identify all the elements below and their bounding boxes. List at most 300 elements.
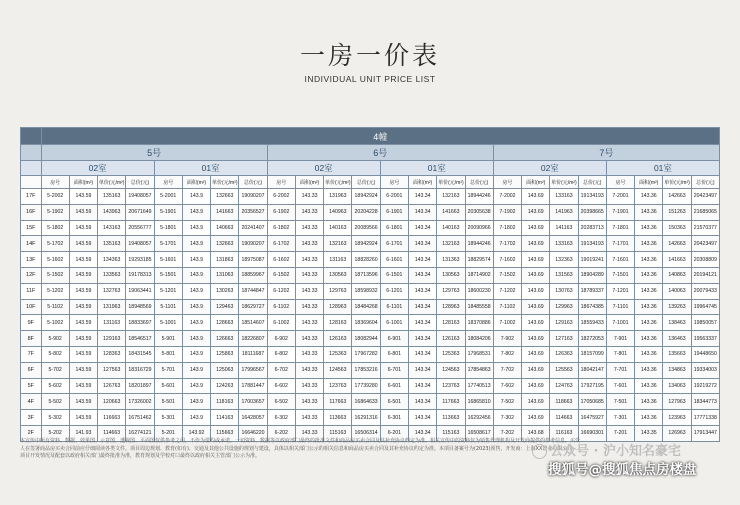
table-cell: 5-1801 [154,220,182,236]
table-cell: 126363 [550,346,578,362]
table-cell: 18833697 [126,315,154,331]
table-cell: 18600230 [465,283,493,299]
table-cell: 143.69 [522,346,550,362]
table-cell: 126663 [211,331,239,347]
table-cell: 18598932 [352,283,380,299]
table-cell: 143.9 [182,394,210,410]
floor-cell: 17F [21,189,42,205]
table-cell: 123963 [663,410,691,426]
floor-cell: 7F [21,346,42,362]
room-header: 02室 [493,161,606,176]
table-row [21,410,720,426]
table-cell: 131363 [437,252,465,268]
watermark-gray-text: 公众号 · 沪小知名豪宅 [550,444,681,459]
table-cell: 143.59 [69,346,97,362]
table-cell: 143.59 [69,299,97,315]
table-cell: 143.9 [182,267,210,283]
table-cell: 126963 [663,425,691,441]
table-cell: 143.33 [295,378,323,394]
table-cell: 143.69 [522,378,550,394]
table-cell: 114663 [550,410,578,426]
column-header: 房号 [41,176,69,189]
table-cell: 17739280 [352,378,380,394]
table-cell: 5-1902 [41,204,69,220]
table-cell: 135163 [98,189,126,205]
table-cell: 143.69 [522,299,550,315]
table-cell: 143.9 [182,220,210,236]
floor-cell: 2F [21,425,42,441]
table-cell: 143.59 [69,189,97,205]
unit-header: 5号 [41,145,267,161]
table-cell: 138463 [663,315,691,331]
table-cell: 143.34 [409,315,437,331]
table-cell: 143.36 [635,331,663,347]
table-cell: 128963 [324,299,352,315]
floor-cell: 4F [21,394,42,410]
table-cell: 143.59 [69,236,97,252]
table-cell: 20241407 [239,220,267,236]
table-cell: 115663 [211,425,239,441]
table-cell: 143.34 [409,425,437,441]
table-cell: 132163 [324,236,352,252]
table-row [21,331,720,347]
floor-cell: 10F [21,299,42,315]
table-cell: 143.9 [182,410,210,426]
table-cell: 143.68 [522,425,550,441]
table-cell: 143.33 [295,394,323,410]
table-cell: 143.33 [295,204,323,220]
table-cell: 120663 [98,394,126,410]
table-cell: 20671649 [126,204,154,220]
table-cell: 18629727 [239,299,267,315]
table-cell: 143.36 [635,236,663,252]
table-cell: 7-902 [493,331,521,347]
table-cell: 7-2001 [606,189,634,205]
table-cell: 5-501 [154,394,182,410]
table-cell: 19448650 [691,346,719,362]
table-cell: 143.34 [409,236,437,252]
table-cell: 125063 [211,362,239,378]
table-cell: 116663 [98,410,126,426]
table-cell: 5-601 [154,378,182,394]
table-cell: 113663 [437,410,465,426]
table-cell: 141163 [550,220,578,236]
table-cell: 7-1201 [606,283,634,299]
table-cell: 7-1602 [493,252,521,268]
floor-cell: 14F [21,236,42,252]
table-cell: 6-1502 [267,267,295,283]
table-cell: 19964745 [691,299,719,315]
table-cell: 134863 [663,362,691,378]
column-header: 总价(元) [126,176,154,189]
table-cell: 143.33 [295,362,323,378]
table-cell: 143.69 [522,283,550,299]
table-row [21,378,720,394]
table-cell: 19019241 [578,252,606,268]
table-row [21,394,720,410]
table-cell: 131963 [98,299,126,315]
table-cell: 5-801 [154,346,182,362]
table-cell: 6-1501 [380,267,408,283]
room-header: 01室 [380,161,493,176]
table-cell: 142663 [663,236,691,252]
table-cell: 143.69 [522,220,550,236]
table-cell: 128163 [437,315,465,331]
table-cell: 18944246 [465,236,493,252]
table-cell: 6-1901 [380,204,408,220]
column-header: 总价(元) [239,176,267,189]
table-cell: 6-2001 [380,189,408,205]
table-cell: 5-1201 [154,283,182,299]
table-cell: 18084206 [465,331,493,347]
table-cell: 131163 [324,252,352,268]
table-cell: 143.9 [182,346,210,362]
table-cell: 123763 [324,378,352,394]
table-cell: 128663 [211,315,239,331]
table-cell: 143.34 [409,378,437,394]
floor-cell: 12F [21,267,42,283]
table-cell: 21570377 [691,220,719,236]
table-cell: 16291316 [352,410,380,426]
table-cell: 143.59 [69,394,97,410]
table-cell: 125363 [324,346,352,362]
table-row [21,236,720,252]
table-cell: 18157099 [578,346,606,362]
table-cell: 5-901 [154,331,182,347]
table-cell: 7-1002 [493,315,521,331]
room-header: 02室 [41,161,154,176]
table-cell: 20423497 [691,189,719,205]
table-row [21,252,720,268]
table-cell: 17881447 [239,378,267,394]
table-cell: 20090966 [465,220,493,236]
table-cell: 124563 [324,362,352,378]
table-cell: 143.69 [522,410,550,426]
table-cell: 18042147 [578,362,606,378]
table-cell: 19850057 [691,315,719,331]
table-cell: 7-1902 [493,204,521,220]
table-cell: 18485558 [465,299,493,315]
column-header: 单价(元/m²) [98,176,126,189]
unit-header: 7号 [493,145,719,161]
table-row [21,220,720,236]
table-cell: 143.9 [182,252,210,268]
table-cell: 17050685 [578,394,606,410]
table-cell: 125363 [437,346,465,362]
page-title: 一房一价表 [299,41,440,70]
table-cell: 7-501 [606,394,634,410]
table-cell: 17853216 [352,362,380,378]
table-cell: 143.69 [522,267,550,283]
table-cell: 20305638 [465,204,493,220]
table-cell: 130563 [324,267,352,283]
table-cell: 126163 [324,331,352,347]
table-cell: 19219272 [691,378,719,394]
table-cell: 140963 [324,204,352,220]
table-cell: 150363 [663,220,691,236]
table-cell: 20398665 [578,204,606,220]
floor-cell: 16F [21,204,42,220]
column-header: 总价(元) [352,176,380,189]
table-cell: 6-702 [267,362,295,378]
table-cell: 20079433 [691,283,719,299]
table-cell: 143.33 [295,425,323,441]
table-cell: 134363 [98,252,126,268]
table-cell: 5-1501 [154,267,182,283]
table-cell: 6-1202 [267,283,295,299]
table-cell: 18431545 [126,346,154,362]
table-cell: 7-1101 [606,299,634,315]
table-row [21,299,720,315]
table-cell: 5-2001 [154,189,182,205]
floor-cell: 9F [21,315,42,331]
table-cell: 143.59 [69,267,97,283]
table-cell: 129763 [437,283,465,299]
table-cell: 124763 [550,378,578,394]
table-cell: 5-902 [41,331,69,347]
table-cell: 17967282 [352,346,380,362]
column-header: 面积(m²) [522,176,550,189]
table-cell: 129763 [324,283,352,299]
table-cell: 6-1101 [380,299,408,315]
table-cell: 129163 [550,315,578,331]
table-cell: 143.34 [409,189,437,205]
table-cell: 5-702 [41,362,69,378]
table-cell: 7-502 [493,394,521,410]
table-cell: 18948569 [126,299,154,315]
table-cell: 143.34 [409,204,437,220]
table-cell: 7-702 [493,362,521,378]
table-cell: 19563337 [691,331,719,347]
table-cell: 135663 [663,346,691,362]
table-cell: 143.34 [409,252,437,268]
room-header: 01室 [606,161,719,176]
table-cell: 6-1002 [267,315,295,331]
table-cell: 151263 [663,204,691,220]
table-cell: 143.33 [295,283,323,299]
table-cell: 143.34 [409,220,437,236]
table-cell: 18514607 [239,315,267,331]
table-cell: 143.34 [409,394,437,410]
table-cell: 6-502 [267,394,295,410]
table-cell: 20356527 [239,204,267,220]
column-header: 房号 [267,176,295,189]
table-cell: 6-302 [267,410,295,426]
table-cell: 7-1001 [606,315,634,331]
page-subtitle: INDIVIDUAL UNIT PRICE LIST [304,74,436,84]
table-cell: 132763 [98,283,126,299]
table-cell: 143.33 [295,410,323,426]
table-cell: 125563 [550,362,578,378]
table-cell: 133163 [550,189,578,205]
table-cell: 18713596 [352,267,380,283]
table-cell: 143163 [98,220,126,236]
table-cell: 130563 [437,267,465,283]
column-header: 单价(元/m²) [550,176,578,189]
table-cell: 6-1001 [380,315,408,331]
table-cell: 129463 [211,299,239,315]
table-cell: 143.59 [69,252,97,268]
table-cell: 5-302 [41,410,69,426]
table-cell: 132663 [211,189,239,205]
table-cell: 143.34 [409,410,437,426]
table-cell: 18369604 [352,315,380,331]
table-cell: 7-1502 [493,267,521,283]
table-cell: 143.69 [522,189,550,205]
disclaimer-footnote: 本宣传中所有资料、数据、效果图、示意图、透视图、平面图仅供参考之用，不作为要约或承诺。一切资料、数据等以政府部门最终的批准文件和商品房买卖合同及其补充协议约定为准。相关宣传中的资料仅为销售代理机构及开发商提供的参考信息，买受人在签署商品房买卖合同前应仔细阅读各类文件。项目周边规划、教育(如有)、交通及其他公共设施的规划与建设，具体以相关部门公示的相关信息和商品房买卖合同及其补充协议约定为准。本项目备案号为(2023)预售，开发商：上海XX置业有限公司，项目开发情况及配套以政府相关部门最终批准为准，教育规划及学校对口最终以政府相关主管部门公示为准。 [20,438,581,459]
table-cell: 17968531 [465,346,493,362]
table-cell: 6-601 [380,378,408,394]
table-cell: 143.36 [635,189,663,205]
table-cell: 134063 [663,378,691,394]
table-cell: 143.9 [182,204,210,220]
table-cell: 17996567 [239,362,267,378]
table-cell: 5-201 [154,425,182,441]
table-cell: 7-202 [493,425,521,441]
column-header: 房号 [493,176,521,189]
table-cell: 128163 [324,315,352,331]
table-cell: 140663 [211,220,239,236]
table-cell: 20204228 [352,204,380,220]
table-cell: 114663 [98,425,126,441]
building-header: 4幢 [41,128,719,145]
table-cell: 5-1702 [41,236,69,252]
column-header: 房号 [606,176,634,189]
table-cell: 7-2002 [493,189,521,205]
table-cell: 118663 [550,394,578,410]
table-cell: 18744847 [239,283,267,299]
table-cell: 132163 [437,189,465,205]
table-cell: 143.33 [295,236,323,252]
table-cell: 7-201 [606,425,634,441]
table-cell: 143.69 [522,362,550,378]
table-cell: 141963 [550,204,578,220]
table-cell: 7-701 [606,362,634,378]
table-cell: 143.33 [295,331,323,347]
table-cell: 5-1202 [41,283,69,299]
column-header: 单价(元/m²) [324,176,352,189]
table-cell: 143.36 [635,362,663,378]
table-cell: 7-1801 [606,220,634,236]
table-cell: 18944246 [465,189,493,205]
table-cell: 143.36 [635,410,663,426]
table-cell: 5-1701 [154,236,182,252]
table-cell: 5-2002 [41,189,69,205]
table-cell: 5-202 [41,425,69,441]
table-cell: 18975087 [239,252,267,268]
table-cell: 16475927 [578,410,606,426]
table-cell: 16506314 [352,425,380,441]
table-cell: 143.69 [522,331,550,347]
table-cell: 19408057 [126,189,154,205]
room-header: 01室 [154,161,267,176]
table-cell: 6-301 [380,410,408,426]
floor-cell: 11F [21,283,42,299]
column-header: 总价(元) [465,176,493,189]
floor-cell: 5F [21,378,42,394]
table-cell: 7-602 [493,378,521,394]
table-cell: 21685065 [691,204,719,220]
table-cell: 131163 [98,315,126,331]
table-cell: 7-1802 [493,220,521,236]
table-cell: 18484268 [352,299,380,315]
table-cell: 7-801 [606,346,634,362]
table-cell: 7-601 [606,378,634,394]
table-cell: 143.9 [182,299,210,315]
table-cell: 141663 [437,204,465,220]
table-cell: 16428057 [239,410,267,426]
table-cell: 140163 [324,220,352,236]
table-cell: 18316729 [126,362,154,378]
table-cell: 143.34 [409,283,437,299]
table-cell: 143.9 [182,236,210,252]
table-cell: 127163 [550,331,578,347]
column-header: 面积(m²) [409,176,437,189]
table-cell: 6-202 [267,425,295,441]
column-header: 单价(元/m²) [437,176,465,189]
table-cell: 16865810 [465,394,493,410]
table-cell: 135163 [98,236,126,252]
table-row [21,189,720,205]
column-header: 单价(元/m²) [663,176,691,189]
table-cell: 127563 [98,362,126,378]
table-cell: 143.69 [522,236,550,252]
table-cell: 133163 [550,236,578,252]
table-cell: 18828260 [352,252,380,268]
table-cell: 129963 [550,299,578,315]
table-cell: 143.69 [522,204,550,220]
table-cell: 115163 [437,425,465,441]
table-cell: 143.69 [522,394,550,410]
table-cell: 143.33 [295,252,323,268]
table-cell: 6-1601 [380,252,408,268]
table-cell: 132163 [437,236,465,252]
table-cell: 143.69 [522,315,550,331]
table-cell: 142663 [663,189,691,205]
table-cell: 143.59 [69,220,97,236]
table-cell: 143.36 [635,378,663,394]
room-header: 02室 [267,161,380,176]
table-cell: 19134193 [578,189,606,205]
table-cell: 5-602 [41,378,69,394]
table-cell: 143.36 [635,283,663,299]
table-cell: 136463 [663,331,691,347]
table-cell: 140163 [437,220,465,236]
table-cell: 143.36 [635,394,663,410]
table-cell: 19408057 [126,236,154,252]
column-header: 面积(m²) [69,176,97,189]
table-cell: 7-1901 [606,204,634,220]
table-cell: 20089566 [352,220,380,236]
table-cell: 19178313 [126,267,154,283]
table-cell: 132363 [550,252,578,268]
table-cell: 20423497 [691,236,719,252]
table-cell: 20308809 [691,252,719,268]
table-cell: 143.34 [409,362,437,378]
watermark-white: 搜狐号@搜狐焦点房楼盘 [548,462,697,478]
table-row [21,204,720,220]
table-cell: 6-1102 [267,299,295,315]
table-cell: 6-1201 [380,283,408,299]
table-cell: 16864633 [352,394,380,410]
table-cell: 143.34 [409,267,437,283]
table-cell: 129163 [98,331,126,347]
table-cell: 118163 [211,394,239,410]
table-cell: 6-801 [380,346,408,362]
table-cell: 18789337 [578,283,606,299]
table-cell: 17740513 [465,378,493,394]
table-cell: 143.59 [69,410,97,426]
